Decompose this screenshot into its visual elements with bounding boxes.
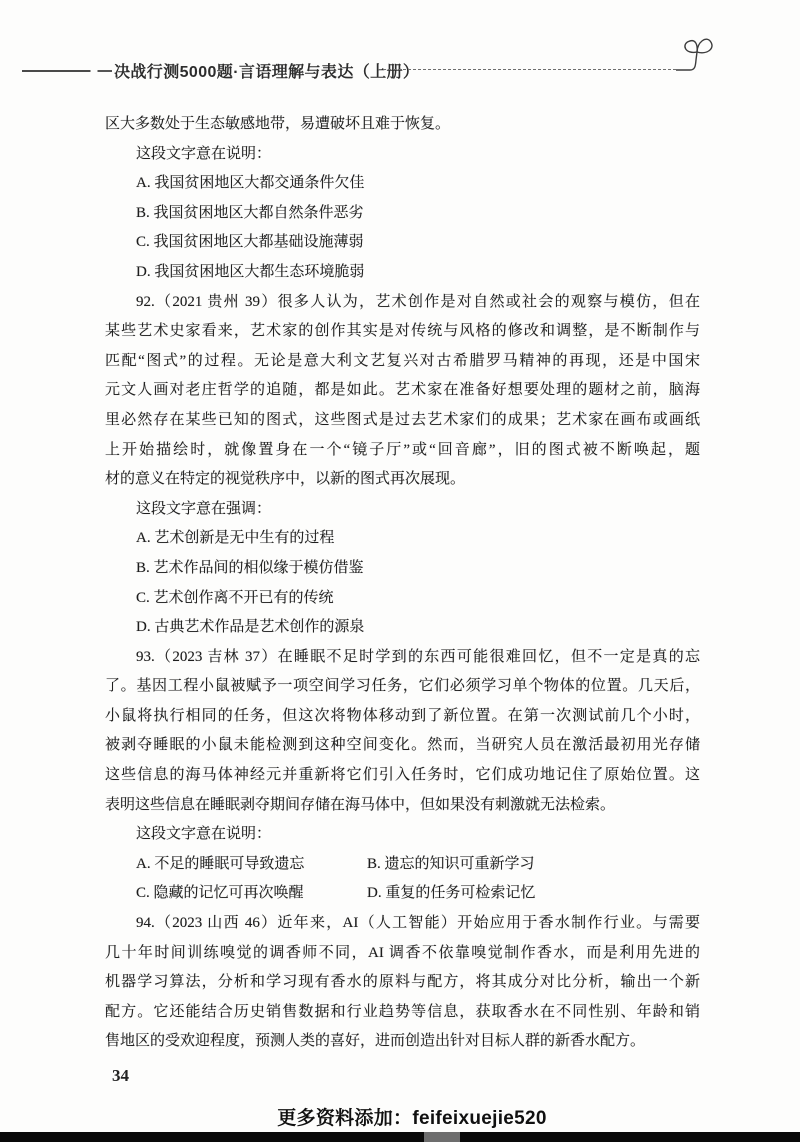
option-row bbox=[105, 879, 700, 909]
option: C. 我国贫困地区大都基础设施薄弱 bbox=[136, 234, 364, 251]
question-stem: 被剥夺睡眠的小鼠未能检测到这种空间变化。然而，当研究人员在激活最初用光存储 bbox=[105, 737, 700, 754]
option-row bbox=[105, 850, 700, 880]
question-stem: 某些艺术史家看来，艺术家的创作其实是对传统与风格的修改和调整，是不断制作与 bbox=[105, 323, 700, 340]
question-stem: 匹配“图式”的过程。无论是意大利文艺复兴对古希腊罗马精神的再现，还是中国宋 bbox=[105, 352, 700, 369]
question-stem: 上开始描绘时，就像置身在一个“镜子厅”或“回音廊”，旧的图式被不断唤起，题 bbox=[105, 441, 700, 458]
header-rule-right bbox=[378, 69, 676, 70]
option: B. 艺术作品间的相似缘于模仿借鉴 bbox=[136, 559, 364, 576]
question-stem: 92.（2021 贵州 39）很多人认为，艺术创作是对自然或社会的观察与模仿，但在 bbox=[136, 293, 700, 310]
option: A. 艺术创新是无中生有的过程 bbox=[136, 530, 335, 547]
question-stem: 元文人画对老庄哲学的追随，都是如此。艺术家在准备好想要处理的题材之前，脑海 bbox=[105, 382, 700, 399]
question-stem: 了。基因工程小鼠被赋予一项空间学习任务，它们必须学习单个物体的位置。几天后， bbox=[105, 678, 700, 695]
scan-bar-gap bbox=[424, 1132, 460, 1142]
question-stem: 表明这些信息在睡眠剥夺期间存储在海马体中，但如果没有刺激就无法检索。 bbox=[105, 796, 616, 813]
option: A. 我国贫困地区大都交通条件欠佳 bbox=[136, 175, 365, 192]
option: C. 隐藏的记忆可再次唤醒 bbox=[136, 885, 304, 902]
paragraph-continuation: 区大多数处于生态敏感地带，易遭破坏且难于恢复。 bbox=[105, 116, 451, 132]
page-header-title: 决战行测5000题·言语理解与表达（上册） bbox=[114, 64, 420, 81]
question-stem: 93.（2023 吉林 37）在睡眠不足时学到的东西可能很难回忆，但不一定是真的忘 bbox=[136, 648, 700, 665]
question-stem: 里必然存在某些已知的图式，这些图式是过去艺术家们的成果；艺术家在画布或画纸 bbox=[105, 411, 700, 428]
page-number: 34 bbox=[112, 1066, 129, 1085]
option: B. 我国贫困地区大都自然条件恶劣 bbox=[136, 204, 364, 221]
option: D. 重复的任务可检索记忆 bbox=[367, 885, 536, 902]
question-stem: 配方。它还能结合历史销售数据和行业趋势等信息，获取香水在不同性别、年龄和销 bbox=[105, 1003, 700, 1020]
option: D. 古典艺术作品是艺术创作的源泉 bbox=[136, 619, 365, 636]
sprout-icon bbox=[676, 33, 726, 73]
page-body bbox=[105, 110, 700, 1057]
header-rule-left bbox=[22, 70, 112, 72]
question-prompt: 这段文字意在强调： bbox=[136, 500, 272, 517]
option: B. 遗忘的知识可重新学习 bbox=[367, 855, 535, 872]
question-prompt: 这段文字意在说明： bbox=[136, 145, 272, 162]
question-stem: 机器学习算法，分析和学习现有香水的原料与配方，将其成分对比分析，输出一个新 bbox=[105, 974, 700, 991]
question-stem: 小鼠将执行相同的任务，但这次将物体移动到了新位置。在第一次测试前几个小时， bbox=[105, 707, 700, 724]
option: C. 艺术创作离不开已有的传统 bbox=[136, 589, 334, 606]
option: D. 我国贫困地区大都生态环境脆弱 bbox=[136, 263, 365, 280]
footer-promo-text: 更多资料添加：feifeixuejie520 bbox=[277, 1108, 547, 1129]
option: A. 不足的睡眠可导致遗忘 bbox=[136, 855, 305, 872]
question-stem: 这些信息的海马体神经元并重新将它们引入任务时，它们成功地记住了原始位置。这 bbox=[105, 767, 700, 784]
question-prompt: 这段文字意在说明： bbox=[136, 826, 272, 843]
question-stem: 几十年时间训练嗅觉的调香师不同，AI 调香不依靠嗅觉制作香水，而是利用先进的 bbox=[105, 944, 700, 961]
question-stem: 售地区的受欢迎程度，预测人类的喜好，进而创造出针对目标人群的新香水配方。 bbox=[105, 1033, 646, 1050]
scan-black-bar bbox=[0, 1132, 800, 1142]
question-stem: 材的意义在特定的视觉秩序中，以新的图式再次展现。 bbox=[105, 471, 466, 488]
question-stem: 94.（2023 山西 46）近年来，AI（人工智能）开始应用于香水制作行业。与需要 bbox=[136, 915, 700, 932]
